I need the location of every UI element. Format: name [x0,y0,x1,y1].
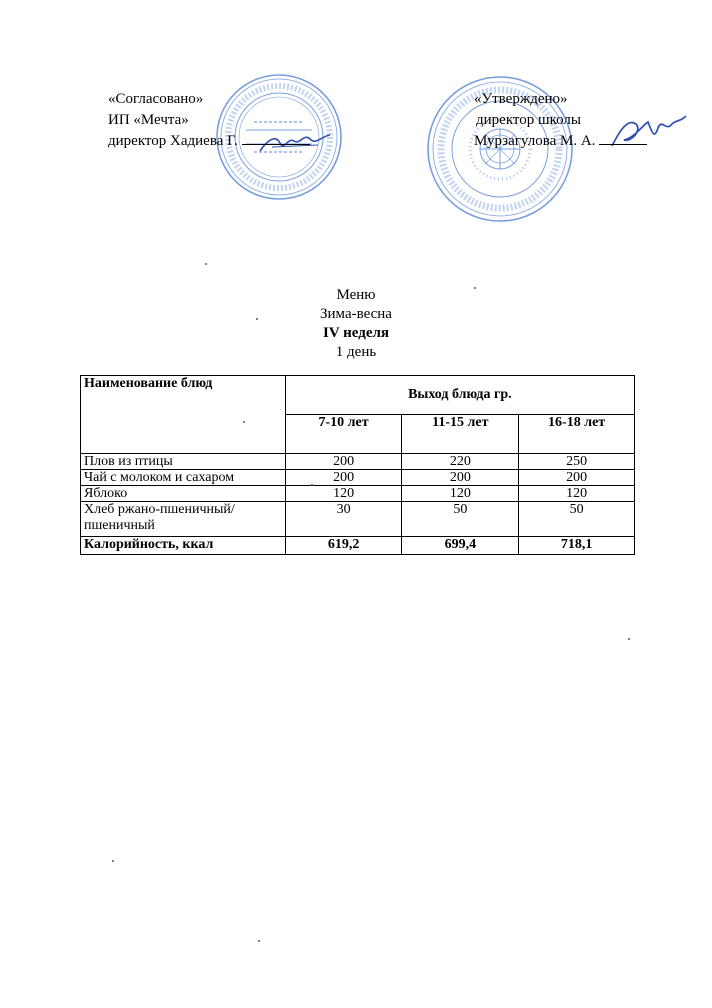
approval-left-signer [108,131,310,152]
menu-table [80,375,635,555]
portion-value: 120 [519,486,635,502]
approval-right-line2: директор школы [476,112,581,128]
signature-line-right [599,144,647,145]
portion-value: 120 [402,486,519,502]
col-output-header: Выход блюда гр. [285,376,634,415]
dish-name: Хлеб ржано-пшеничный/пшеничный [81,502,286,537]
total-value: 718,1 [519,537,635,555]
scan-speck [628,638,630,640]
portion-value: 200 [285,470,402,486]
total-value: 619,2 [285,537,402,555]
dish-name: Плов из птицы [81,454,286,470]
col-name-header: Наименование блюд [81,376,286,454]
approval-right-line3: Мурзагулова М. А. [474,133,596,149]
table-row [81,502,635,537]
approval-right-block [474,89,647,152]
portion-value: 250 [519,454,635,470]
scan-speck [258,940,260,942]
portion-value: 200 [402,470,519,486]
dish-name: Яблоко [81,486,286,502]
age-group-header: 16-18 лет [519,415,635,454]
table-row [81,454,635,470]
title-week: IV неделя [322,325,390,341]
approval-right-signer [474,131,647,152]
approval-left-line1: «Согласовано» [108,91,204,107]
table-row [81,470,635,486]
signature-line-left [242,144,310,145]
portion-value: 50 [402,502,519,537]
portion-value: 120 [285,486,402,502]
scan-speck [112,860,114,862]
scan-speck [474,287,476,289]
total-row [81,537,635,555]
scan-speck [205,263,207,265]
table-row [81,486,635,502]
total-value: 699,4 [402,537,519,555]
portion-value: 220 [402,454,519,470]
portion-value: 50 [519,502,635,537]
portion-value: 200 [519,470,635,486]
age-group-header: 11-15 лет [402,415,519,454]
age-group-header: 7-10 лет [285,415,402,454]
approval-right-line1: «Утверждено» [474,91,568,107]
portion-value: 30 [285,502,402,537]
scan-speck [256,318,258,320]
table-header-row [81,376,635,415]
total-label: Калорийность, ккал [81,537,286,555]
approval-left-line3: директор Хадиева Г. [108,133,238,149]
scan-speck [311,484,313,486]
dish-name: Чай с молоком и сахаром [81,470,286,486]
scan-speck [243,421,245,423]
title-menu: Меню [336,287,376,303]
approval-left-line2: ИП «Мечта» [108,112,189,128]
portion-value: 200 [285,454,402,470]
title-day: 1 день [335,344,377,360]
approval-left-block [108,89,310,152]
document-title [0,286,712,362]
title-season: Зима-весна [320,306,392,322]
